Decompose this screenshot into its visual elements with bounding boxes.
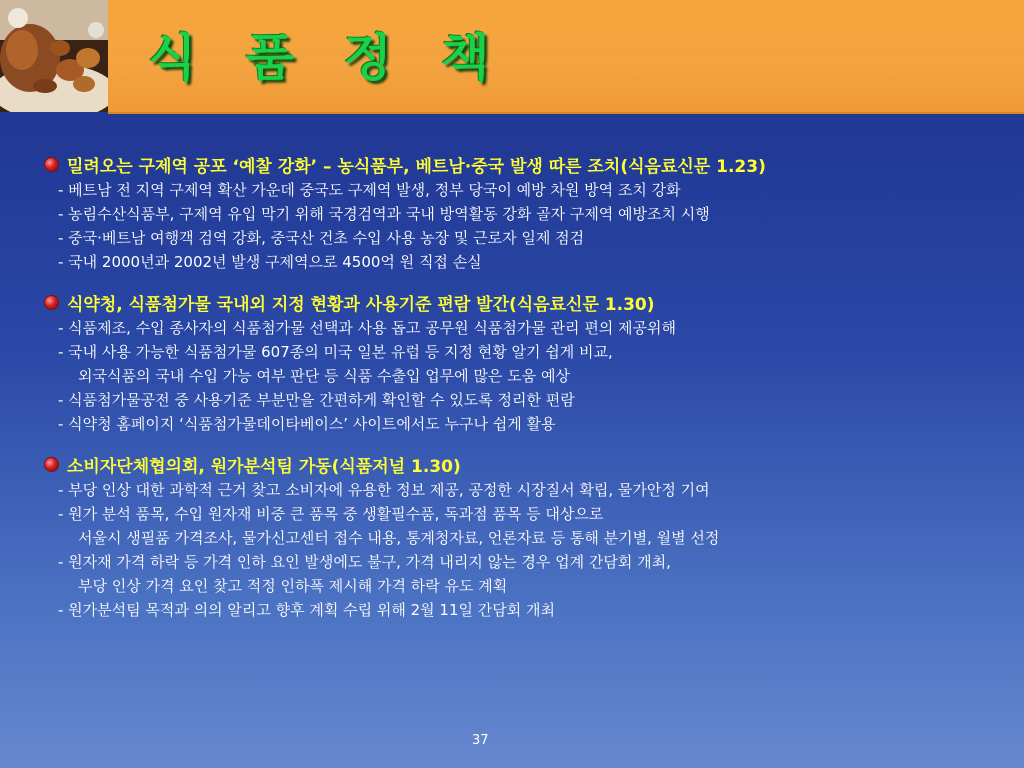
list-item-continuation: 외국식품의 국내 수입 가능 여부 판단 등 식품 수출입 업무에 많은 도움 예상: [78, 367, 570, 385]
list-item: - 국내 2000년과 2002년 발생 구제역으로 4500억 원 직접 손실: [58, 253, 482, 271]
news-section: [44, 150, 1004, 274]
list-item: - 농림수산식품부, 구제역 유입 막기 위해 국경검역과 국내 방역활동 강화 골자 구제역 예방조치 시행: [58, 205, 710, 223]
section-heading-text: 밀려오는 구제역 공포 ‘예찰 강화’ – 농식품부, 베트남·중국 발생 따른 조치(식음료신문 1.23): [67, 156, 766, 177]
section-lines: [58, 478, 1004, 622]
list-item: - 식품첨가물공전 중 사용기준 부분만을 간편하게 확인할 수 있도록 정리한 편람: [58, 391, 575, 409]
page-number: 37: [472, 733, 489, 748]
news-section: [44, 450, 1004, 622]
list-item: - 국내 사용 가능한 식품첨가물 607종의 미국 일본 유럽 등 지정 현황 알기 쉽게 비교,: [58, 343, 613, 361]
list-item: - 중국·베트남 여행객 검역 강화, 중국산 건초 수입 사용 농장 및 근로자 일제 점검: [58, 229, 585, 247]
list-item: - 원가분석팀 목적과 의의 알리고 향후 계획 수립 위해 2월 11일 간담회 개최: [58, 601, 555, 619]
list-item: - 원가 분석 품목, 수입 원자재 비중 큰 품목 중 생활필수품, 독과점 품목 등 대상으로: [58, 505, 604, 523]
section-heading: [44, 288, 1004, 316]
food-photo: [0, 0, 108, 112]
section-heading-text: 소비자단체협의회, 원가분석팀 가동(식품저널 1.30): [67, 456, 461, 477]
page-title: 식 품 정 책: [148, 29, 506, 87]
news-section: [44, 288, 1004, 436]
list-item-continuation: 부당 인상 가격 요인 찾고 적정 인하폭 제시해 가격 하락 유도 계획: [78, 577, 508, 595]
list-item: - 부당 인상 대한 과학적 근거 찾고 소비자에 유용한 정보 제공, 공정한 시장질서 확립, 물가안정 기여: [58, 481, 710, 499]
list-item: - 식약청 홈페이지 ‘식품첨가물데이타베이스’ 사이트에서도 누구나 쉽게 활용: [58, 415, 556, 433]
section-heading: [44, 150, 1004, 178]
section-lines: [58, 316, 1004, 436]
section-lines: [58, 178, 1004, 274]
section-heading-text: 식약청, 식품첨가물 국내외 지정 현황과 사용기준 편람 발간(식음료신문 1.30): [67, 294, 655, 315]
red-bullet-icon: [44, 457, 59, 472]
list-item: - 원자재 가격 하락 등 가격 인하 요인 발생에도 불구, 가격 내리지 않는 경우 업계 간담회 개최,: [58, 553, 671, 571]
red-bullet-icon: [44, 295, 59, 310]
section-heading: [44, 450, 1004, 478]
list-item: - 베트남 전 지역 구제역 확산 가운데 중국도 구제역 발생, 정부 당국이 예방 차원 방역 조치 강화: [58, 181, 681, 199]
red-bullet-icon: [44, 157, 59, 172]
content-area: [44, 150, 1004, 636]
list-item-continuation: 서울시 생필품 가격조사, 물가신고센터 접수 내용, 통계청자료, 언론자료 등 통해 분기별, 월별 선정: [78, 529, 720, 547]
list-item: - 식품제조, 수입 종사자의 식품첨가물 선택과 사용 돕고 공무원 식품첨가물 관리 편의 제공위해: [58, 319, 677, 337]
